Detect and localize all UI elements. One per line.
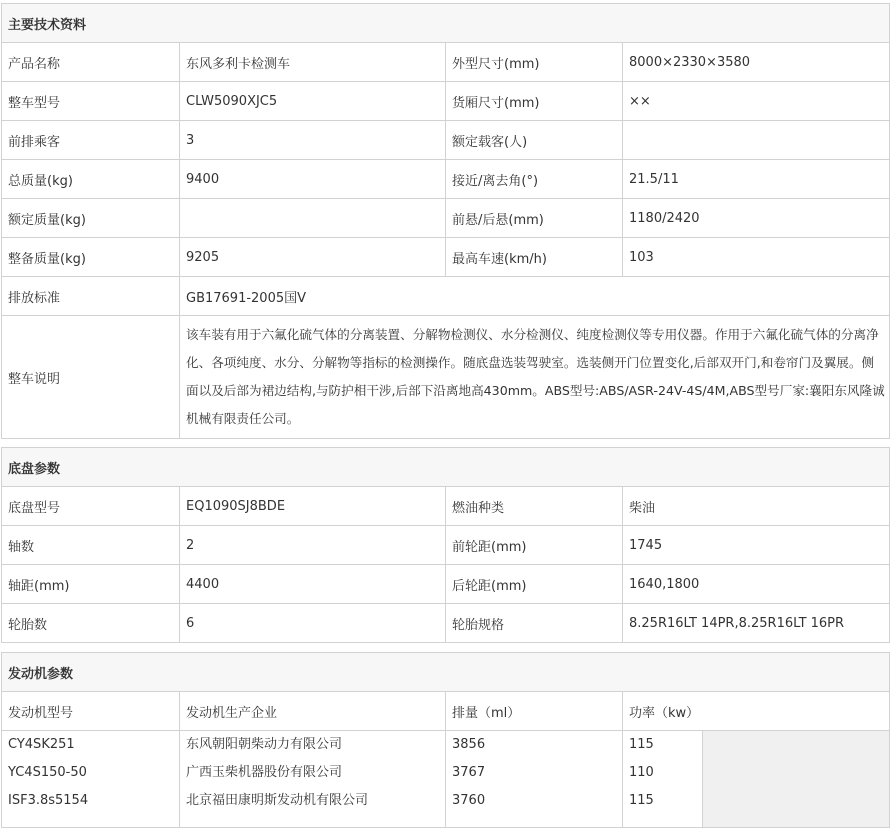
label-fuel-type: 燃油种类: [446, 487, 623, 526]
table-row: [2, 121, 890, 160]
label-rear-track: 后轮距(mm): [446, 565, 623, 604]
value-curb-mass: 9205: [180, 238, 446, 277]
table-row: [2, 565, 890, 604]
engine-maker: 东风朝阳朝柴动力有限公司: [186, 737, 343, 752]
value-tire-spec: 8.25R16LT 14PR,8.25R16LT 16PR: [623, 604, 890, 643]
value-dimensions: 8000×2330×3580: [623, 43, 890, 82]
label-front-track: 前轮距(mm): [446, 526, 623, 565]
label-vehicle-model: 整车型号: [2, 82, 180, 121]
label-rated-mass: 额定质量(kg): [2, 199, 180, 238]
engine-maker: 北京福田康明斯发动机有限公司: [186, 793, 369, 808]
value-front-track: 1745: [623, 526, 890, 565]
engine-maker: 广西玉柴机器股份有限公司: [186, 765, 343, 780]
engine-displacement: 3760: [452, 793, 486, 808]
engine-title: 发动机参数: [2, 653, 890, 692]
engine-power: 110: [629, 765, 654, 780]
label-tire-spec: 轮胎规格: [446, 604, 623, 643]
table-row: [2, 238, 890, 277]
engine-table: [1, 652, 890, 828]
value-product-name: 东风多利卡检测车: [180, 43, 446, 82]
value-emission: GB17691-2005国Ⅴ: [180, 277, 890, 316]
label-wheelbase: 轴距(mm): [2, 565, 180, 604]
label-front-passengers: 前排乘客: [2, 121, 180, 160]
label-emission: 排放标准: [2, 277, 180, 316]
engine-displacements-cell: [446, 731, 623, 828]
value-rear-track: 1640,1800: [623, 565, 890, 604]
value-total-mass: 9400: [180, 160, 446, 199]
value-chassis-model: EQ1090SJ8BDE: [180, 487, 446, 526]
value-rated-passengers: [623, 121, 890, 160]
table-row: [2, 82, 890, 121]
value-max-speed: 103: [623, 238, 890, 277]
value-tire-count: 6: [180, 604, 446, 643]
label-total-mass: 总质量(kg): [2, 160, 180, 199]
chassis-title: 底盘参数: [2, 448, 890, 487]
label-cargo-size: 货厢尺寸(mm): [446, 82, 623, 121]
engine-model: ISF3.8s5154: [8, 793, 89, 808]
value-axles: 2: [180, 526, 446, 565]
header-engine-model: 发动机型号: [2, 692, 180, 731]
value-cargo-size: ××: [623, 82, 890, 121]
table-row: [2, 692, 890, 731]
main-specs-table: [1, 3, 890, 439]
chassis-table: [1, 447, 890, 643]
table-row: [2, 199, 890, 238]
header-power: 功率（kw）: [623, 692, 890, 731]
label-tire-count: 轮胎数: [2, 604, 180, 643]
value-fuel-type: 柴油: [623, 487, 890, 526]
table-row: [2, 316, 890, 439]
label-chassis-model: 底盘型号: [2, 487, 180, 526]
label-overhang: 前悬/后悬(mm): [446, 199, 623, 238]
value-description: 该车装有用于六氟化硫气体的分离装置、分解物检测仪、水分检测仪、纯度检测仪等专用仪器。作用于六氟化硫气体的分离净化、各项纯度、水分、分解物等指标的检测操作。随底盘选装驾驶室。选装侧开门位置变化,后部双开门,和卷帘门及翼展。侧面以及后部为裙边结构,与防护相干涉,后部下沿离地高430mm。ABS型号:ABS/ASR-24V-4S/4M,ABS型号厂家:襄阳东风隆诚机械有限责任公司。: [180, 316, 890, 439]
engine-displacement: 3767: [452, 765, 486, 780]
label-product-name: 产品名称: [2, 43, 180, 82]
value-overhang: 1180/2420: [623, 199, 890, 238]
label-curb-mass: 整备质量(kg): [2, 238, 180, 277]
table-row: [2, 160, 890, 199]
engine-power: 115: [629, 793, 654, 808]
engine-power: 115: [629, 737, 654, 752]
value-approach-angle: 21.5/11: [623, 160, 890, 199]
table-row: [2, 731, 890, 828]
engine-models-cell: [2, 731, 180, 828]
engine-makers-cell: [180, 731, 446, 828]
label-axles: 轴数: [2, 526, 180, 565]
table-row: [2, 487, 890, 526]
engine-model: YC4S150-50: [8, 765, 87, 780]
label-max-speed: 最高车速(km/h): [446, 238, 623, 277]
header-engine-maker: 发动机生产企业: [180, 692, 446, 731]
label-dimensions: 外型尺寸(mm): [446, 43, 623, 82]
engine-powers-cell: [623, 731, 703, 828]
table-row: [2, 604, 890, 643]
label-rated-passengers: 额定载客(人): [446, 121, 623, 160]
table-row: [2, 277, 890, 316]
main-specs-title: 主要技术资料: [2, 4, 890, 43]
label-description: 整车说明: [2, 316, 180, 439]
value-wheelbase: 4400: [180, 565, 446, 604]
empty-filler-cell: [703, 731, 890, 828]
engine-displacement: 3856: [452, 737, 486, 752]
value-vehicle-model: CLW5090XJC5: [180, 82, 446, 121]
label-approach-angle: 接近/离去角(°): [446, 160, 623, 199]
table-row: [2, 526, 890, 565]
header-displacement: 排量（ml）: [446, 692, 623, 731]
engine-model: CY4SK251: [8, 737, 75, 752]
value-rated-mass: [180, 199, 446, 238]
table-row: [2, 43, 890, 82]
value-front-passengers: 3: [180, 121, 446, 160]
